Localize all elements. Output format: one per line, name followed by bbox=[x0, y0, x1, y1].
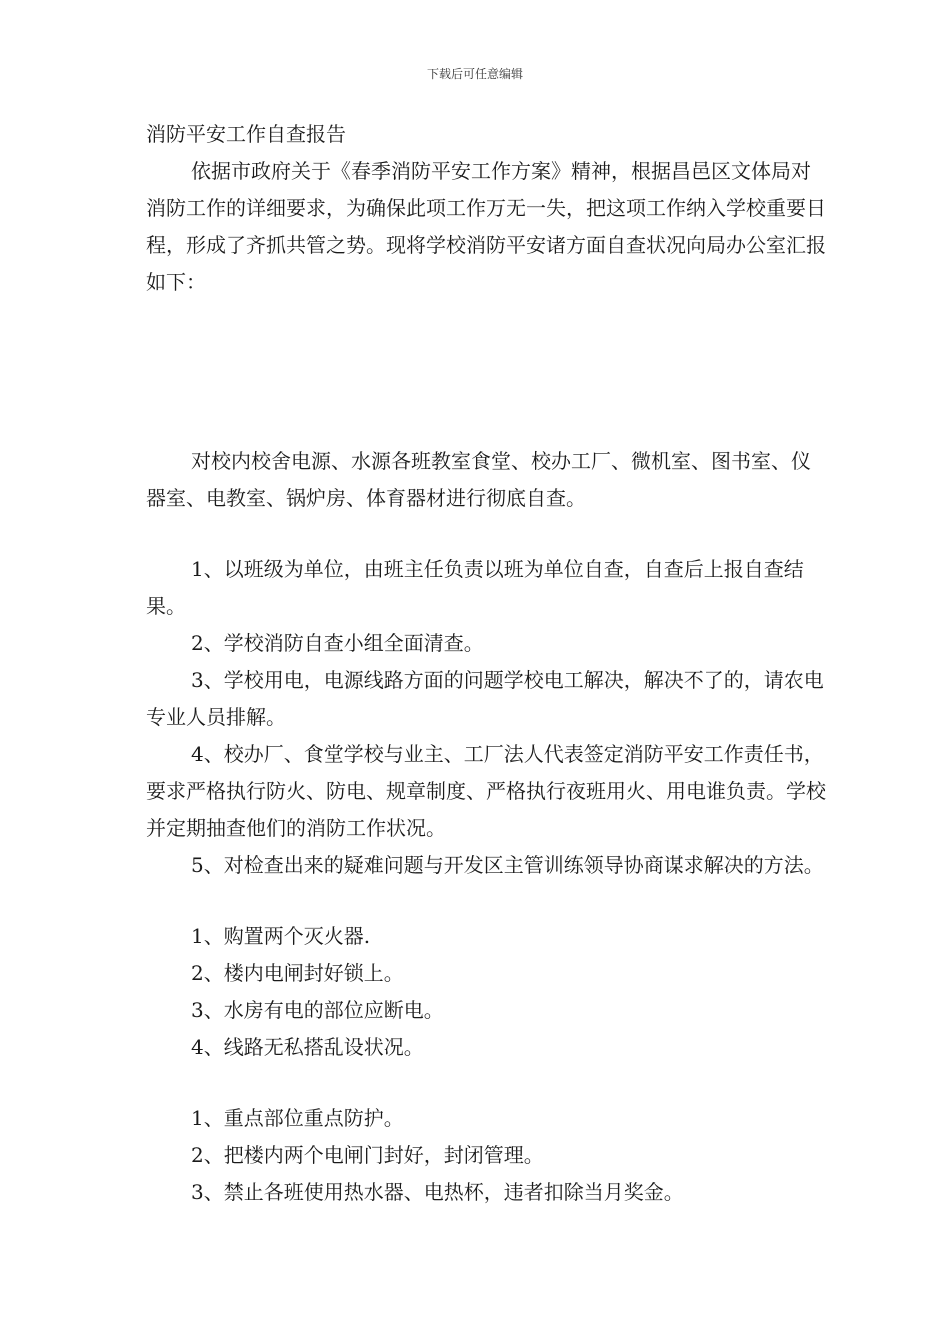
spacer bbox=[146, 301, 826, 375]
list-item: 2、把楼内两个电闸门封好，封闭管理。 bbox=[191, 1143, 544, 1167]
section-2-list bbox=[146, 918, 826, 1066]
list-item: 3、禁止各班使用热水器、电热杯，违者扣除当月奖金。 bbox=[191, 1180, 684, 1204]
list-item: 1、重点部位重点防护。 bbox=[191, 1106, 404, 1130]
list-item: 4、校办厂、食堂学校与业主、工厂法人代表签定消防平安工作责任书，要求严格执行防火、防电、规章制度、严格执行夜班用火、用电谁负责。学校并定期抽查他们的消防工作状况。 bbox=[146, 742, 826, 840]
list-item: 2、学校消防自查小组全面清查。 bbox=[191, 631, 484, 655]
list-item: 2、楼内电闸封好锁上。 bbox=[191, 961, 404, 985]
spacer bbox=[146, 884, 826, 918]
list-item: 1、以班级为单位，由班主任负责以班为单位自查，自查后上报自查结果。 bbox=[146, 557, 804, 618]
scope-paragraph: 对校内校舍电源、水源各班教室食堂、校办工厂、微机室、图书室、仪器室、电教室、锅炉房、体育器材进行彻底自查。 bbox=[146, 449, 811, 510]
document-title: 消防平安工作自查报告 bbox=[146, 122, 346, 146]
list-item: 5、对检查出来的疑难问题与开发区主管训练领导协商谋求解决的方法。 bbox=[191, 853, 824, 877]
list-item: 3、水房有电的部位应断电。 bbox=[191, 998, 444, 1022]
section-3-list bbox=[146, 1100, 826, 1211]
spacer bbox=[146, 375, 826, 443]
spacer bbox=[146, 1066, 826, 1100]
section-1-list bbox=[146, 551, 826, 884]
document-body bbox=[146, 116, 826, 1211]
list-item: 4、线路无私搭乱设状况。 bbox=[191, 1035, 424, 1059]
header-note: 下载后可任意编辑 bbox=[426, 67, 523, 81]
list-item: 3、学校用电，电源线路方面的问题学校电工解决，解决不了的，请农电专业人员排解。 bbox=[146, 668, 824, 729]
list-item: 1、购置两个灭火器. bbox=[191, 924, 371, 948]
spacer bbox=[146, 517, 826, 551]
intro-paragraph: 依据市政府关于《春季消防平安工作方案》精神，根据昌邑区文体局对消防工作的详细要求，为确保此项工作万无一失，把这项工作纳入学校重要日程，形成了齐抓共管之势。现将学校消防平安诸方面自查状况向局办公室汇报如下： bbox=[146, 159, 826, 294]
